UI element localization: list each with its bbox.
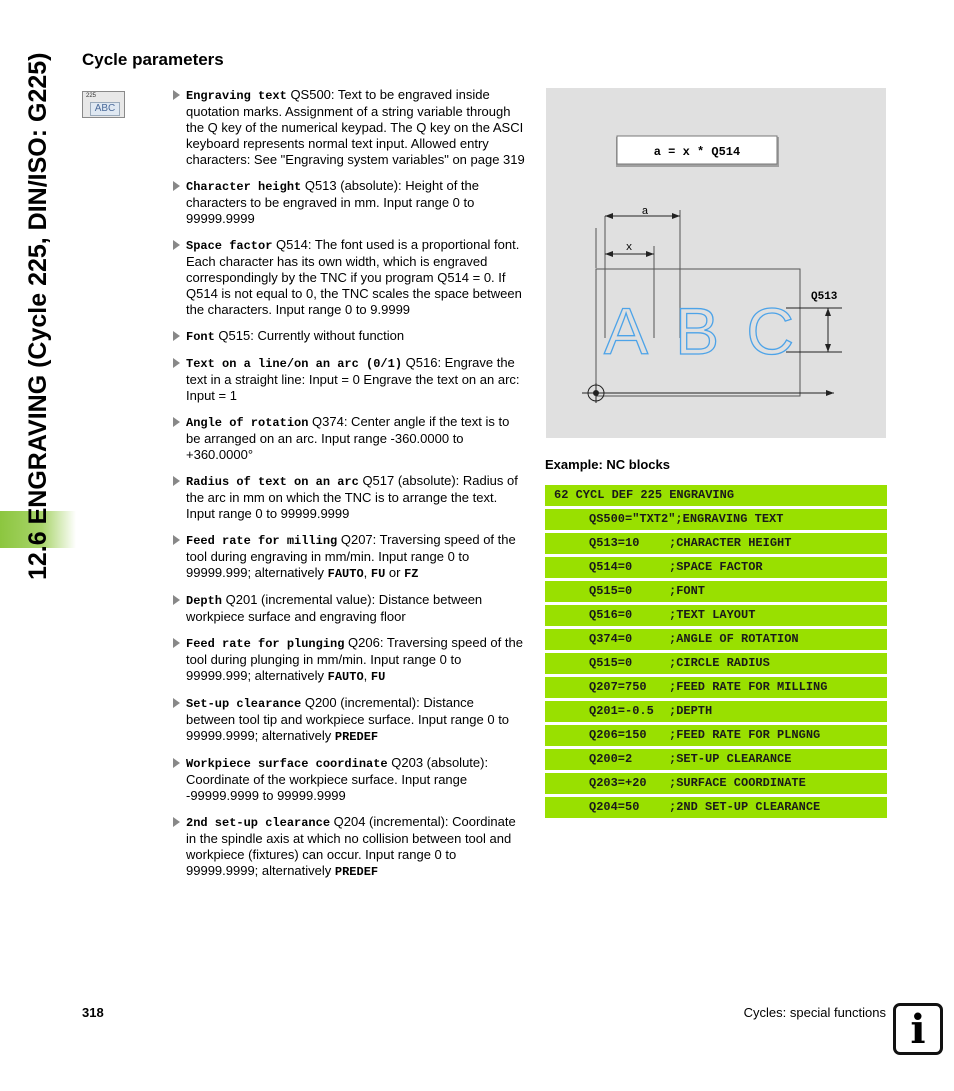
dimension-a-label: a (641, 206, 649, 218)
param-desc: Q200 (incremental): Distance between tool tip and workpiece surface. Input range 0 to 99999.9999; alternatively (186, 695, 510, 743)
nc-row (545, 581, 887, 602)
nc-block-list (545, 485, 887, 821)
bullet-arrow-icon (173, 476, 180, 486)
engraved-text-sample: ABC (604, 294, 794, 368)
nc-comment: ;TEXT LAYOUT (669, 608, 756, 622)
nc-row (545, 629, 887, 650)
param-text-layout (173, 355, 525, 404)
nc-row (545, 485, 887, 506)
param-desc: Q515: Currently without function (214, 328, 405, 343)
bullet-arrow-icon (173, 90, 180, 100)
param-name: Space factor (186, 239, 273, 253)
info-icon: i (893, 1003, 943, 1055)
param-name: Angle of rotation (186, 416, 309, 430)
nc-code: Q515=0 (589, 584, 633, 598)
bullet-arrow-icon (173, 417, 180, 427)
nc-code: Q513=10 (589, 536, 640, 550)
nc-row (545, 653, 887, 674)
param-character-height (173, 178, 525, 227)
param-name: Set-up clearance (186, 697, 302, 711)
nc-comment: ;ANGLE OF ROTATION (669, 632, 799, 646)
cycle-225-icon (82, 91, 125, 118)
param-desc: Q513 (absolute): Height of the characters to be engraved in mm. Input range 0 to 99999.9999 (186, 178, 479, 226)
nc-row (545, 701, 887, 722)
nc-code: QS500="TXT2" (589, 512, 676, 526)
page-heading: Cycle parameters (82, 50, 224, 69)
nc-row (545, 557, 887, 578)
nc-row (545, 773, 887, 794)
param-angle-of-rotation (173, 414, 525, 463)
bullet-arrow-icon (173, 181, 180, 191)
nc-row (545, 509, 887, 530)
param-feed-rate-plunging (173, 635, 525, 685)
nc-code: 62 CYCL DEF 225 ENGRAVING (554, 488, 735, 502)
nc-code: Q207=750 (589, 680, 647, 694)
param-alt-value: PREDEF (334, 730, 379, 744)
cycle-icon-text: ABC (90, 102, 120, 116)
param-desc: Q204 (incremental): Coordinate in the spindle axis at which no collision between tool and workpiece (fixtures) can occur. Input range 0 to 99999.9999; alternatively (186, 814, 516, 878)
param-desc: Q514: The font used is a proportional font. Each character has its own width, which is engraved correspondingly by the TNC if you program Q514 = 0. If Q514 is not equal to 0, the TNC scales the space between the characters. Input range 0 to 9.9999 (186, 237, 522, 317)
param-font (173, 328, 525, 345)
param-alt-value: FAUTO (327, 567, 364, 581)
nc-code: Q516=0 (589, 608, 633, 622)
nc-comment: ;CIRCLE RADIUS (669, 656, 770, 670)
nc-code: Q201=-0.5 (589, 704, 654, 718)
param-name: Engraving text (186, 89, 287, 103)
param-desc: Q201 (incremental value): Distance between workpiece surface and engraving floor (186, 592, 483, 624)
param-space-factor (173, 237, 525, 318)
q513-label: Q513 (811, 291, 838, 303)
bullet-arrow-icon (173, 638, 180, 648)
param-name: Workpiece surface coordinate (186, 757, 388, 771)
param-surface-coordinate (173, 755, 525, 804)
param-desc: Q206: Traversing speed of the tool during plunging in mm/min. Input range 0 to 99999.999; alternatively (186, 635, 523, 683)
nc-row (545, 605, 887, 626)
nc-comment: ;SPACE FACTOR (669, 560, 763, 574)
nc-code: Q514=0 (589, 560, 633, 574)
param-radius-of-text (173, 473, 525, 522)
nc-row (545, 677, 887, 698)
nc-comment: ;DEPTH (669, 704, 713, 718)
bullet-arrow-icon (173, 331, 180, 341)
nc-row (545, 749, 887, 770)
nc-comment: ;2ND SET-UP CLEARANCE (669, 800, 821, 814)
nc-comment: ;FONT (669, 584, 706, 598)
engraving-diagram (546, 88, 886, 438)
page-number: 318 (82, 1005, 104, 1020)
nc-code: Q374=0 (589, 632, 633, 646)
example-title: Example: NC blocks (545, 457, 670, 472)
param-name: Character height (186, 180, 302, 194)
param-2nd-setup-clearance (173, 814, 525, 880)
param-depth (173, 592, 525, 625)
engraving-figure (546, 88, 886, 438)
nc-code: Q200=2 (589, 752, 633, 766)
nc-comment: ;SURFACE COORDINATE (669, 776, 806, 790)
param-desc: Q516: Engrave the text in a straight line: Input = 0 Engrave the text on an arc: Input = 1 (186, 355, 520, 403)
param-name: 2nd set-up clearance (186, 816, 331, 830)
nc-comment: ;SET-UP CLEARANCE (669, 752, 792, 766)
side-chapter-title: 12.6 ENGRAVING (Cycle 225, DIN/ISO: G225) (24, 52, 52, 580)
param-alt-value: FU (370, 567, 386, 581)
param-engraving-text (173, 87, 525, 168)
param-name: Depth (186, 594, 223, 608)
bullet-arrow-icon (173, 698, 180, 708)
bullet-arrow-icon (173, 240, 180, 250)
footer-section-title: Cycles: special functions (743, 1005, 886, 1020)
nc-code: Q203=+20 (589, 776, 647, 790)
bullet-arrow-icon (173, 358, 180, 368)
param-desc: QS500: Text to be engraved inside quotation marks. Assignment of a string variable through the Q key of the numerical keypad. The Q key on the ASCI keyboard represents normal text input. Allowed entry characters: See "Engraving system variables" on page 319 (186, 87, 525, 167)
param-name: Feed rate for plunging (186, 637, 345, 651)
param-alt-value: FZ (404, 567, 419, 581)
dimension-x-label: x (625, 242, 633, 254)
param-alt-value: PREDEF (334, 865, 379, 879)
param-setup-clearance (173, 695, 525, 745)
param-alt-value: FU (370, 670, 386, 684)
nc-row (545, 725, 887, 746)
nc-comment: ;CHARACTER HEIGHT (669, 536, 792, 550)
bullet-arrow-icon (173, 595, 180, 605)
nc-code: Q206=150 (589, 728, 647, 742)
param-feed-rate-milling (173, 532, 525, 582)
param-desc: Q517 (absolute): Radius of the arc in mm on which the TNC is to arrange the text. Input range 0 to 99999.9999 (186, 473, 518, 521)
nc-row (545, 797, 887, 818)
bullet-arrow-icon (173, 817, 180, 827)
nc-comment: ;ENGRAVING TEXT (675, 512, 784, 526)
nc-comment: ;FEED RATE FOR PLNGNG (669, 728, 821, 742)
param-name: Feed rate for milling (186, 534, 338, 548)
nc-code: Q515=0 (589, 656, 633, 670)
param-name: Radius of text on an arc (186, 475, 359, 489)
parameter-list (173, 87, 525, 880)
cycle-number: 225 (86, 93, 97, 99)
nc-comment: ;FEED RATE FOR MILLING (669, 680, 828, 694)
param-alt-value: FAUTO (327, 670, 364, 684)
bullet-arrow-icon (173, 535, 180, 545)
param-separator: , (363, 565, 371, 580)
param-desc: Q203 (absolute): Coordinate of the workpiece surface. Input range -99999.9999 to 99999.9999 (186, 755, 489, 803)
nc-code: Q204=50 (589, 800, 640, 814)
param-desc: Q207: Traversing speed of the tool during engraving in mm/min. Input range 0 to 99999.999; alternatively (186, 532, 516, 580)
bullet-arrow-icon (173, 758, 180, 768)
param-name: Font (186, 330, 215, 344)
param-separator: , (363, 668, 371, 683)
param-desc: Q374: Center angle if the text is to be arranged on an arc. Input range -360.0000 to +360.0000° (186, 414, 510, 462)
param-separator: or (385, 565, 405, 580)
formula-label: a = x * Q514 (653, 145, 741, 159)
nc-row (545, 533, 887, 554)
param-name: Text on a line/on an arc (0/1) (186, 357, 403, 371)
